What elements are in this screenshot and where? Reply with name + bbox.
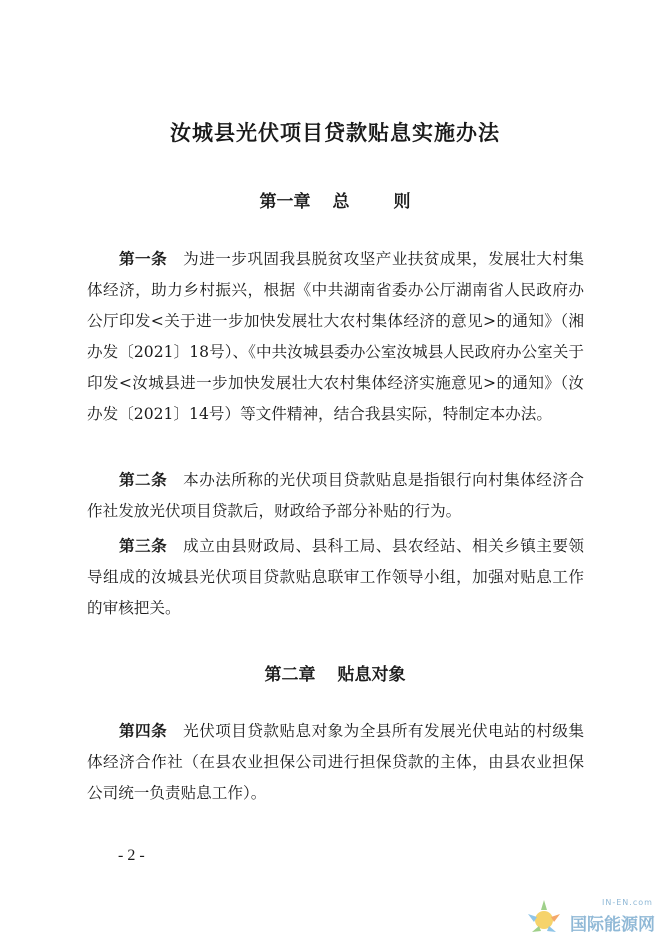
watermark-text: 国际能源网: [570, 915, 655, 935]
chapter-2-label: 第二章: [264, 665, 316, 685]
article-4: [87, 716, 584, 809]
article-3: [87, 531, 584, 624]
sun-leaf-icon: [522, 896, 566, 940]
article-1-lead: 第一条: [119, 250, 168, 268]
watermark-logo: [522, 896, 662, 940]
article-4-lead: 第四条: [119, 722, 168, 740]
document-title: 汝城县光伏项目贷款贴息实施办法: [170, 120, 500, 145]
watermark-sub: IN-EN.com: [602, 898, 653, 907]
article-1-text: 为进一步巩固我县脱贫攻坚产业扶贫成果，发展壮大村集体经济，助力乡村振兴，根据《中共湖南省委办公厅湖南省人民政府办公厅印发<关于进一步加快发展壮大农村集体经济的意见>的通知》（湘办发〔2021〕18号）、《中共汝城县委办公室汝城县人民政府办公室关于印发<汝城县进一步加快发展壮大农村集体经济实施意见>的通知》（汝办发〔2021〕14号）等文件精神，结合我县实际，特制定本办法。: [87, 250, 584, 423]
page-number: - 2 -: [118, 847, 145, 864]
article-2-text: 本办法所称的光伏项目贷款贴息是指银行向村集体经济合作社发放光伏项目贷款后，财政给予部分补贴的行为。: [87, 471, 584, 520]
chapter-2-name: 贴息对象: [337, 665, 406, 685]
article-4-text: 光伏项目贷款贴息对象为全县所有发展光伏电站的村级集体经济合作社（在县农业担保公司进行担保贷款的主体，由县农业担保公司统一负责贴息工作）。: [87, 722, 584, 802]
chapter-1-label: 第一章: [259, 192, 311, 212]
article-2: [87, 465, 584, 527]
chapter-1-name-2: 则: [393, 192, 411, 212]
article-3-lead: 第三条: [119, 537, 168, 555]
chapter-2-heading: [0, 660, 670, 685]
article-1: [87, 244, 584, 430]
article-3-text: 成立由县财政局、县科工局、县农经站、相关乡镇主要领导组成的汝城县光伏项目贷款贴息联审工作领导小组，加强对贴息工作的审核把关。: [87, 537, 584, 617]
chapter-1-heading: [0, 187, 670, 212]
chapter-1-name: 总: [332, 192, 350, 212]
article-2-lead: 第二条: [119, 471, 168, 489]
